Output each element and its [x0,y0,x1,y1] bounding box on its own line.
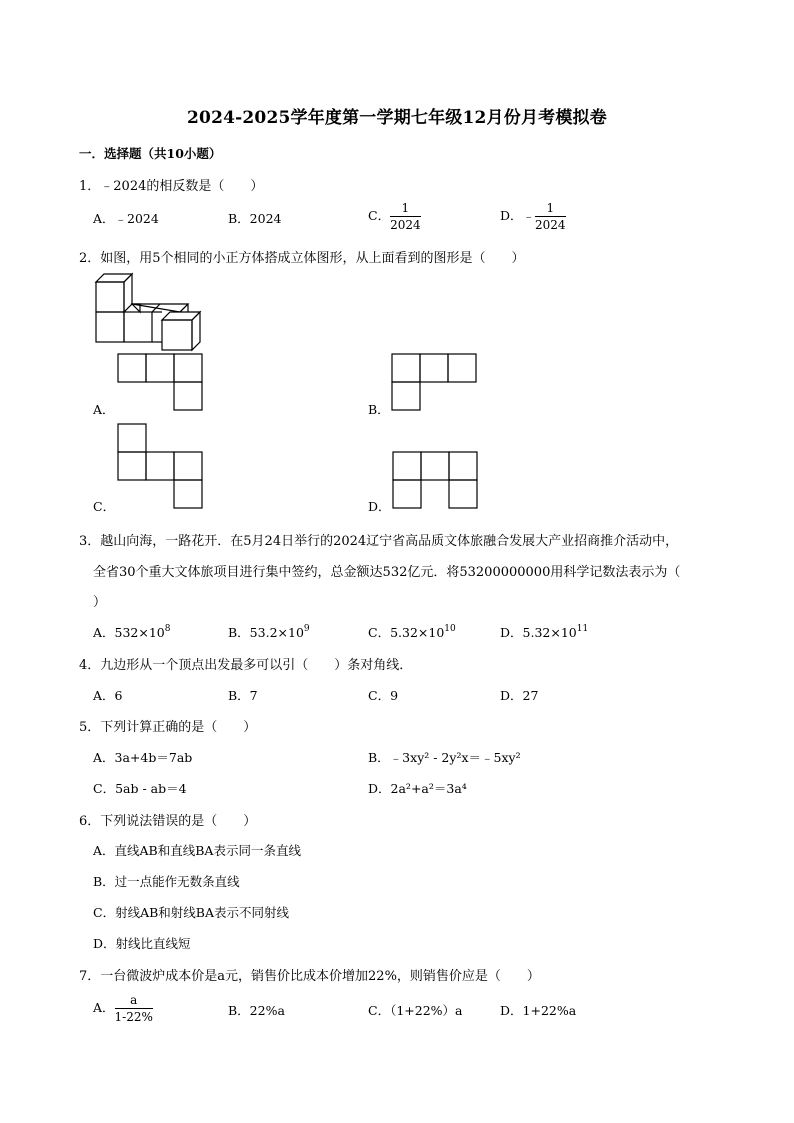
fraction [115,994,153,1023]
question-2-option-c: C． [93,499,116,514]
question-6-option-c: C．射线AB和射线BA表示不同射线 [93,905,289,920]
fraction-denominator: 1-22% [114,1010,153,1024]
question-3-line-2: 全省30个重大文体旅项目进行集中签约，总金额达532亿元．将53200000000用科学记数法表示为（ [93,565,681,580]
question-7-option-c: C．（1+22%）a [368,1003,463,1018]
fraction [390,202,421,231]
cube-stack-figure [90,270,210,354]
option-exponent: 8 [164,624,171,634]
question-1-stem: 1．﹣2024的相反数是（ ） [79,179,264,194]
question-5-option-a: A．3a+4b＝7ab [93,750,193,765]
question-6-stem: 6．下列说法错误的是（ ） [79,814,257,829]
question-7-option-a [93,994,153,1023]
question-4-option-c: C．9 [368,688,399,703]
question-2-option-b: B． [368,402,390,417]
question-6-option-b: B．过一点能作无数条直线 [93,874,240,889]
option-exponent: 11 [576,624,589,634]
question-1-option-a: A．﹣2024 [93,211,159,226]
question-1-option-c [368,202,421,231]
section-heading: 一．选择题（共10小题） [79,146,222,161]
question-3-option-a [93,623,171,641]
question-3-line-3: ） [93,595,107,610]
question-7-option-b: B．22%a [228,1003,285,1018]
question-2-option-a-grid [118,354,202,412]
question-2-option-c-grid [118,424,202,510]
option-base: D．5.32×10 [500,625,577,640]
question-1-option-b: B．2024 [228,211,282,226]
option-d-label: D．﹣ [500,208,536,223]
question-6-option-a: A．直线AB和直线BA表示同一条直线 [93,843,301,858]
question-3-line-1: 3．越山向海，一路花开．在5月24日举行的2024辽宁省高品质文体旅融合发展大产业招商推介活动中， [79,534,679,549]
question-7-stem: 7．一台微波炉成本价是a元，销售价比成本价增加22%，则销售价应是（ ） [79,969,540,984]
question-2-stem: 2．如图，用5个相同的小正方体搭成立体图形，从上面看到的图形是（ ） [79,251,525,266]
question-4-stem: 4．九边形从一个顶点出发最多可以引（ ）条对角线． [79,658,413,673]
question-2-option-b-grid [392,354,476,412]
option-exponent: 9 [303,624,310,634]
option-a-label: A． [93,1000,115,1015]
question-4-option-b: B．7 [228,688,258,703]
question-4-option-d: D．27 [500,688,539,703]
question-2-option-d: D． [368,499,391,514]
question-6-option-d: D．射线比直线短 [93,936,191,951]
option-base: B．53.2×10 [228,625,304,640]
question-1-option-d [500,202,566,231]
question-2-option-d-grid [393,452,477,510]
option-exponent: 10 [444,624,456,634]
question-7-option-d: D．1+22%a [500,1003,577,1018]
fraction [535,202,566,231]
fraction-denominator: 2024 [390,218,421,232]
fraction-numerator: a [115,994,153,1009]
question-5-stem: 5．下列计算正确的是（ ） [79,720,257,735]
question-5-option-c: C．5ab - ab＝4 [93,781,187,796]
question-3-option-c [368,623,456,641]
fraction-numerator: 1 [535,202,566,217]
fraction-numerator: 1 [390,202,421,217]
question-3-option-d [500,623,588,641]
question-2-option-a: A． [93,402,115,417]
fraction-denominator: 2024 [535,218,566,232]
question-4-option-a: A．6 [93,688,123,703]
question-5-option-b: B．﹣3xy² - 2y²x＝﹣5xy² [368,750,521,765]
question-3-option-b [228,623,310,641]
page-title: 2024-2025学年度第一学期七年级12月份月考模拟卷 [187,108,607,128]
question-5-option-d: D．2a²+a²＝3a⁴ [368,781,467,796]
option-base: A．532×10 [93,625,165,640]
option-c-label: C． [368,208,391,223]
option-base: C．5.32×10 [368,625,445,640]
